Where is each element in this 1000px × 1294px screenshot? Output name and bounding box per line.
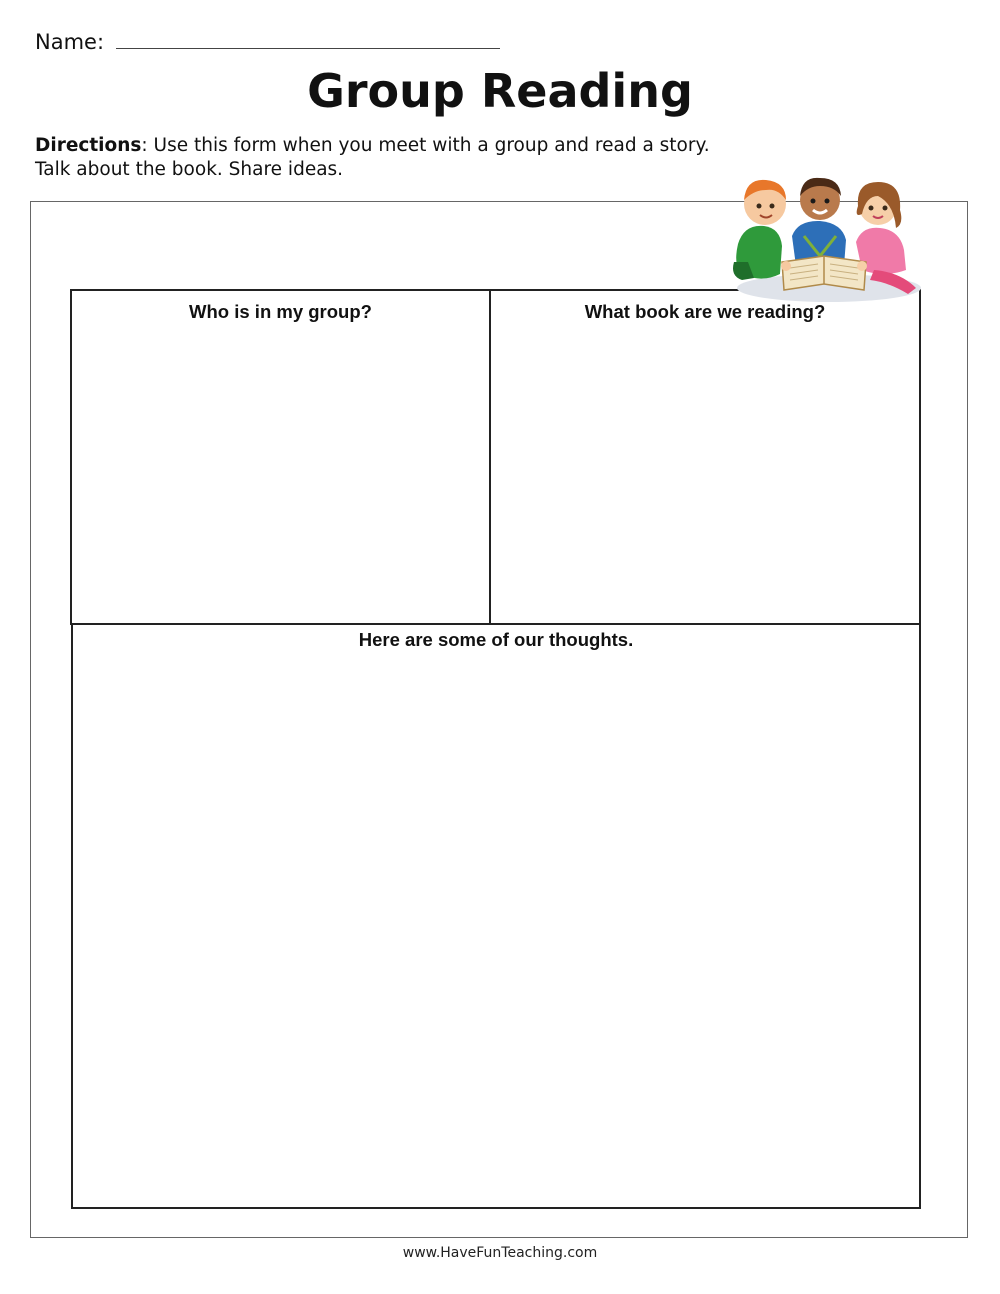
book-title-box[interactable] xyxy=(489,289,921,625)
footer-website: www.HaveFunTeaching.com xyxy=(402,1245,598,1261)
directions-text: : Use this form when you meet with a group and read a story. xyxy=(141,135,710,156)
book-title-heading: What book are we reading? xyxy=(584,301,826,322)
directions xyxy=(35,134,710,182)
directions-label: Directions xyxy=(35,135,142,156)
kids-reading-book-icon xyxy=(724,166,924,306)
name-label: Name: xyxy=(35,30,105,54)
name-line[interactable] xyxy=(116,48,500,49)
thoughts-heading: Here are some of our thoughts. xyxy=(358,629,634,650)
group-members-box[interactable] xyxy=(70,289,491,625)
directions-line-1 xyxy=(35,134,710,158)
thoughts-box[interactable] xyxy=(71,623,921,1209)
group-members-heading: Who is in my group? xyxy=(189,301,372,322)
directions-line-2: Talk about the book. Share ideas. xyxy=(35,159,344,180)
page-title: Group Reading xyxy=(307,64,693,118)
